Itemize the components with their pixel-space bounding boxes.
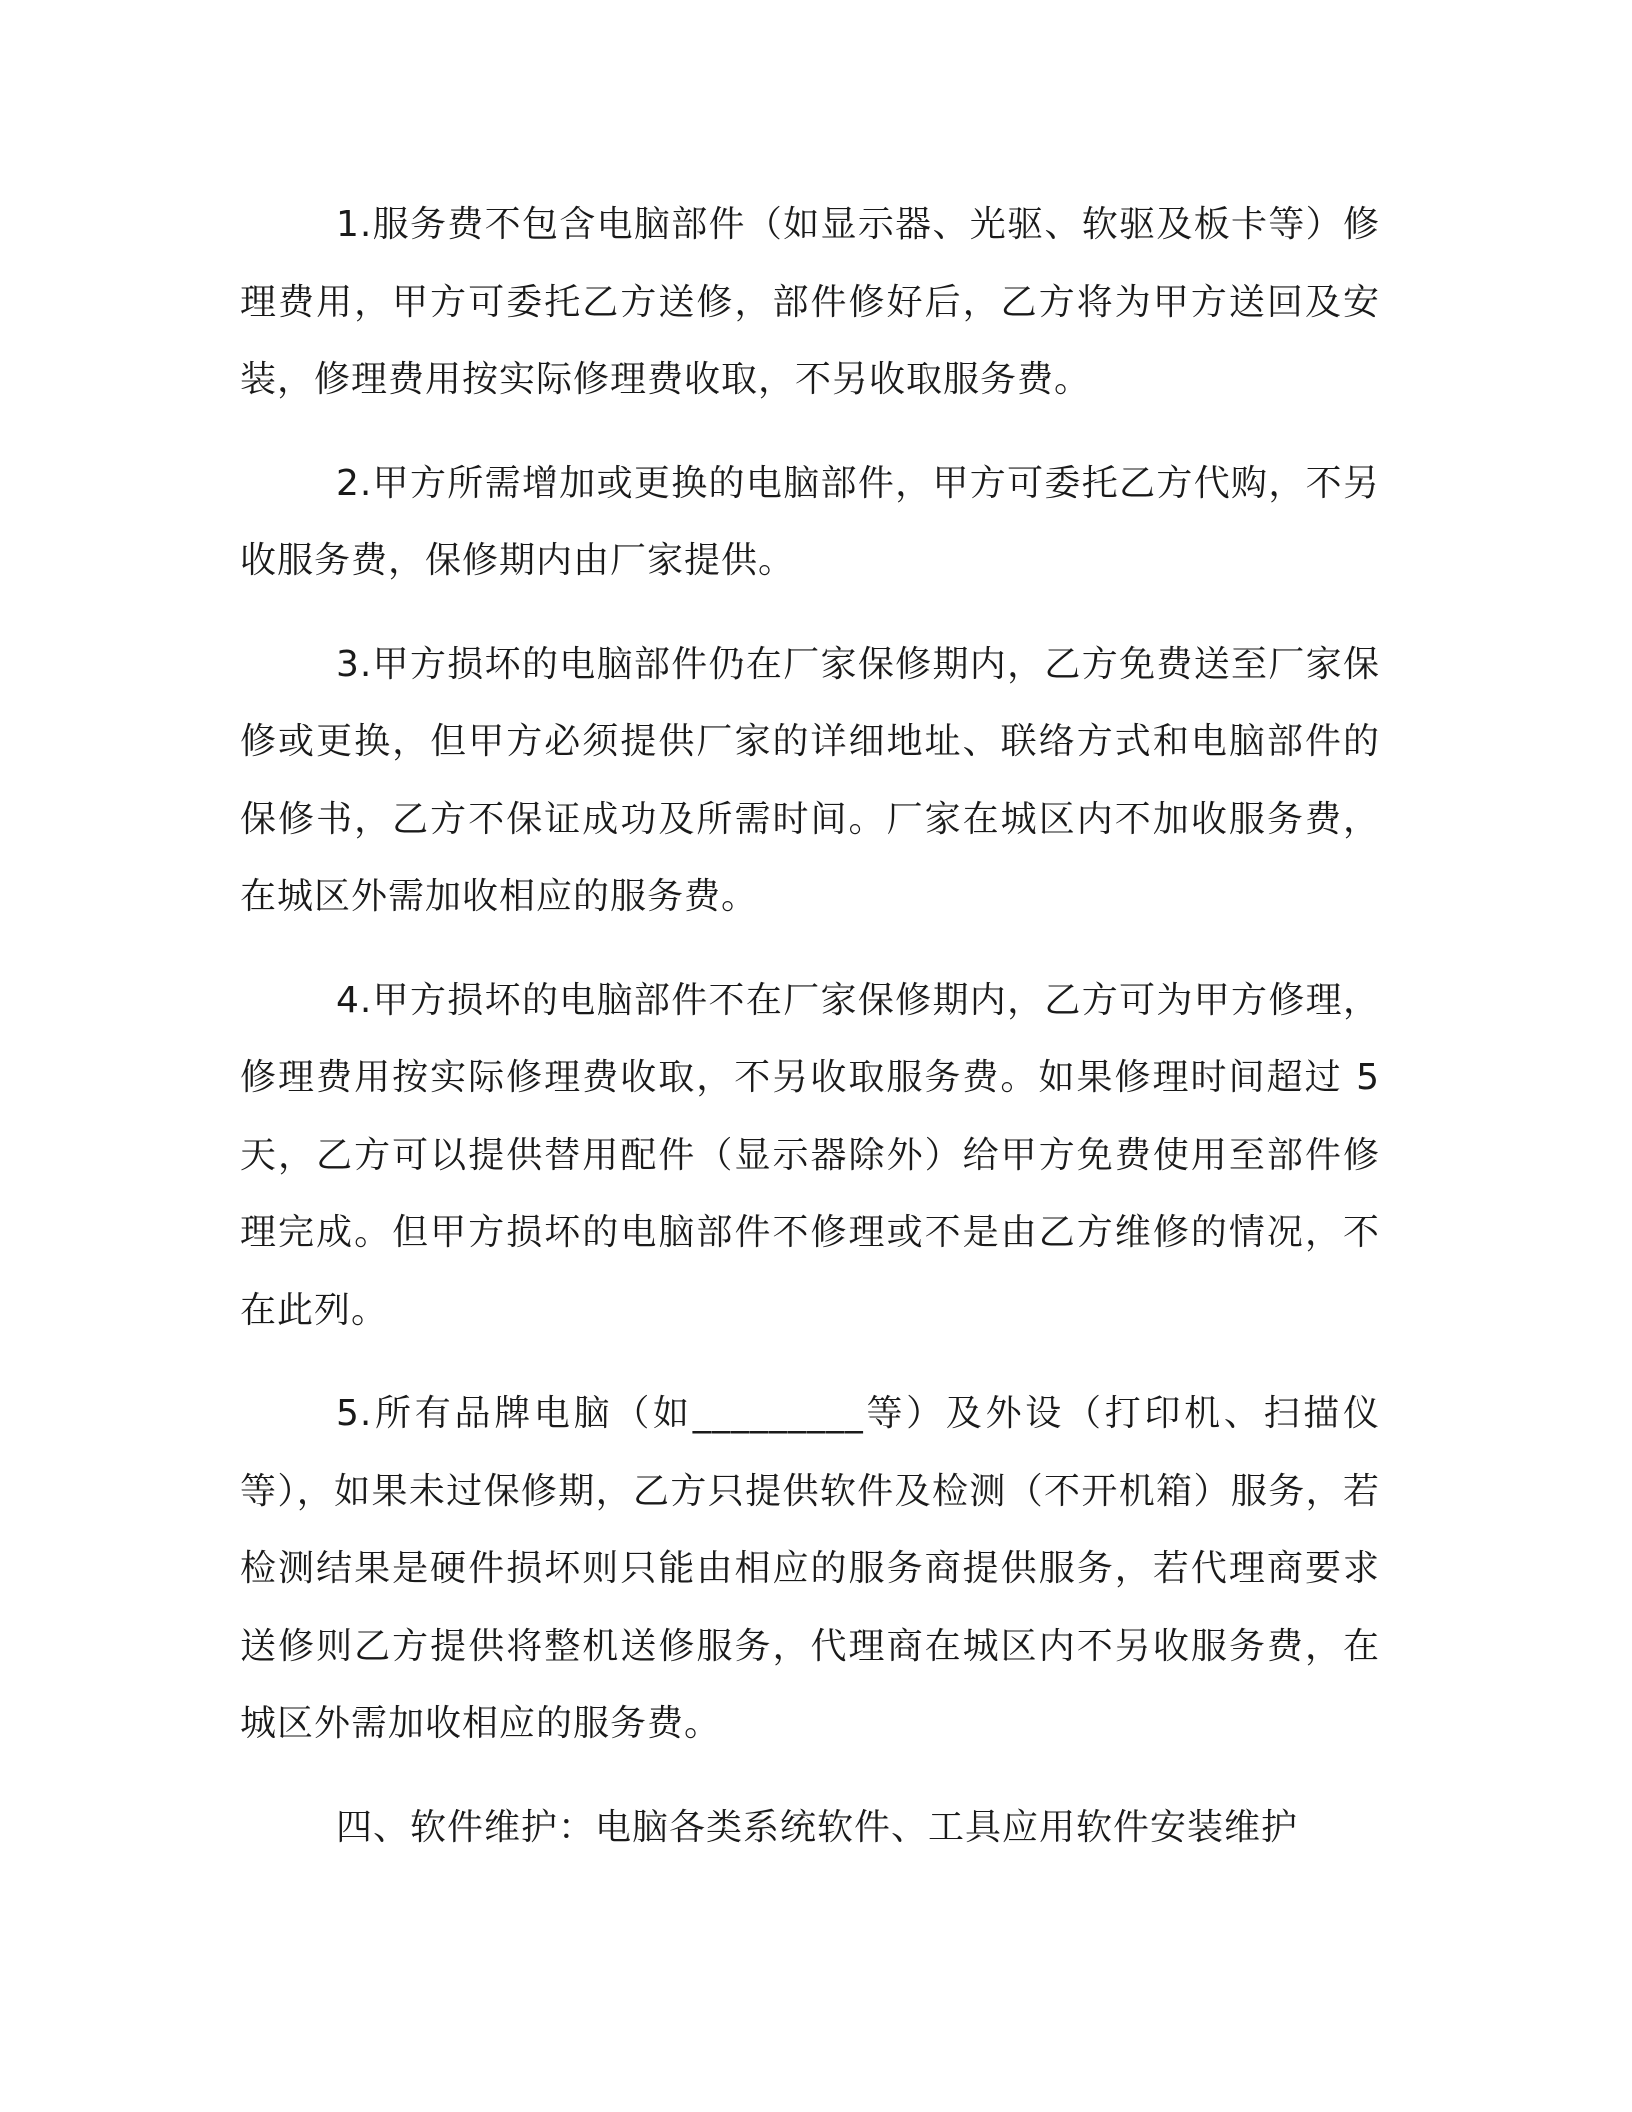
document-page <box>240 186 1380 1866</box>
clause-1-paragraph: 1.服务费不包含电脑部件（如显示器、光驱、软驱及板卡等）修理费用，甲方可委托乙方送修，部件修好后，乙方将为甲方送回及安装，修理费用按实际修理费收取，不另收取服务费。 <box>240 204 1380 400</box>
clause-4-paragraph: 4.甲方损坏的电脑部件不在厂家保修期内，乙方可为甲方修理，修理费用按实际修理费收取，不另收取服务费。如果修理时间超过 5 天，乙方可以提供替用配件（显示器除外）给甲方免费使用至部件修理完成。但甲方损坏的电脑部件不修理或不是由乙方维修的情况，不在此列。 <box>240 979 1380 1331</box>
clause-5-paragraph: 5.所有品牌电脑（如_________等）及外设（打印机、扫描仪等），如果未过保修期，乙方只提供软件及检测（不开机箱）服务，若检测结果是硬件损坏则只能由相应的服务商提供服务，若代理商要求送修则乙方提供将整机送修服务，代理商在城区内不另收服务费，在城区外需加收相应的服务费。 <box>240 1393 1380 1744</box>
section-4-heading: 四、软件维护：电脑各类系统软件、工具应用软件安装维护 <box>336 1806 1299 1848</box>
clause-2-paragraph: 2.甲方所需增加或更换的电脑部件，甲方可委托乙方代购，不另收服务费，保修期内由厂家提供。 <box>240 462 1380 581</box>
clause-3-paragraph: 3.甲方损坏的电脑部件仍在厂家保修期内，乙方免费送至厂家保修或更换，但甲方必须提供厂家的详细地址、联络方式和电脑部件的保修书，乙方不保证成功及所需时间。厂家在城区内不加收服务费，在城区外需加收相应的服务费。 <box>240 643 1380 917</box>
